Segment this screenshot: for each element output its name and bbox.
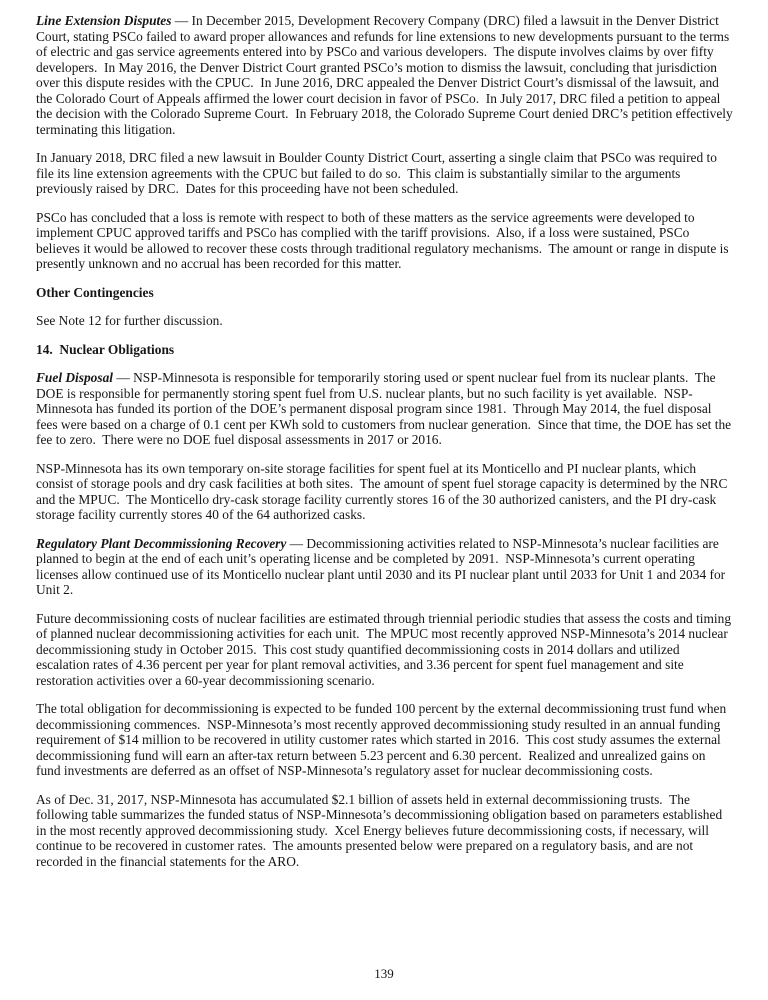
para-text-line-extension-disputes: — In December 2015, Development Recovery Company (DRC) filed a lawsuit in the Denver District Court, stating PSCo failed to award proper allowances and refunds for line extensions to new developments pursuant to the terms of electric and gas service agreements entered into by PSCo and various developers. The dispute involves claims by over fifty developers. In May 2016, the Denver District Court granted PSCo’s motion to dismiss the lawsuit, concluding that jurisdiction over this dispute resides with the CPUC. In June 2016, DRC appealed the Denver District Court’s dismissal of the lawsuit, and the Colorado Court of Appeals affirmed the lower court decision in favor of PSCo. In July 2017, DRC filed a petition to appeal the decision with the Colorado Supreme Court. In February 2018, the Colorado Supreme Court denied DRC’s petition effectively terminating this litigation. [36, 13, 737, 137]
heading-other-contingencies: Other Contingencies [36, 284, 154, 300]
para-text-regulatory-plant-decommissioning-recovery: — Decommissioning activities related to NSP-Minnesota’s nuclear facilities are planned to begin at the end of each unit’s operating license and be completed by 2091. NSP-Minnesota’s current operating licenses allow continued use of its Monticello nuclear plant until 2030 and its PI nuclear plant until 2033 for Unit 1 and 2034 for Unit 2. [36, 535, 729, 597]
para-fuel-disposal [36, 370, 733, 448]
para-line-extension-disputes [36, 13, 737, 137]
para-accumulated-trust-assets: As of Dec. 31, 2017, NSP-Minnesota has accumulated $2.1 billion of assets held in external decommissioning trusts. The following table summarizes the funded status of NSP-Minnesota’s decommissioning obligation based on parameters established in the most recently approved decommissioning study. Xcel Energy believes future decommissioning costs, if necessary, will continue to be recovered in customer rates. The amounts presented below were prepared on a regulatory basis, and are not recorded in the financial statements for the ARO. [36, 791, 726, 869]
para-onsite-storage: NSP-Minnesota has its own temporary on-site storage facilities for spent fuel at its Monticello and PI nuclear plants, which consist of storage pools and dry cask facilities at both sites. The amount of spent fuel storage capacity is determined by the NRC and the MPUC. The Monticello dry-cask storage facility currently stores 16 of the 30 authorized canisters, and the PI dry-cask storage facility currently stores 40 of the 64 authorized casks. [36, 460, 731, 522]
para-lead-line-extension-disputes: Line Extension Disputes [36, 13, 172, 28]
page-content [36, 13, 737, 882]
para-psco-loss-remote: PSCo has concluded that a loss is remote with respect to both of these matters as the service agreements were developed to implement CPUC approved tariffs and PSCo has complied with the tariff provisions. Also, if a loss were sustained, PSCo believes it would be allowed to recover these costs through traditional regulatory mechanisms. The amount or range in dispute is presently unknown and no accrual has been recorded for this matter. [36, 209, 732, 271]
para-text-fuel-disposal: — NSP-Minnesota is responsible for temporarily storing used or spent nuclear fuel from its nuclear plants. The DOE is responsible for permanently storing spent fuel from U.S. nuclear plants, but no such facility is yet available. NSP-Minnesota has funded its portion of the DOE’s permanent disposal program since 1981. Through May 2014, the fuel disposal fees were based on a charge of 0.1 cent per KWh sold to customers from nuclear generation. Since that time, the DOE has set the fee to zero. There were no DOE fuel disposal assessments in 2017 or 2016. [36, 370, 735, 447]
para-regulatory-plant-decommissioning-recovery [36, 536, 733, 598]
para-lead-fuel-disposal: Fuel Disposal [36, 370, 114, 385]
para-total-obligation-funding: The total obligation for decommissioning is expected to be funded 100 percent by the external decommissioning trust fund when decommissioning commences. NSP-Minnesota’s most recently approved decommissioning study resulted in an annual funding requirement of $14 million to be recovered in utility customer rates which started in 2016. This cost study assumes the external decommissioning fund will earn an after-tax return between 5.23 percent and 6.30 percent. Realized and unrealized gains on fund investments are deferred as an offset of NSP-Minnesota’s regulatory asset for nuclear decommissioning costs. [36, 701, 730, 778]
heading-nuclear-obligations: 14. Nuclear Obligations [36, 341, 175, 357]
page-number: 139 [374, 966, 394, 981]
para-future-decommissioning-costs: Future decommissioning costs of nuclear facilities are estimated through triennial periodic studies that assess the costs and timing of planned nuclear decommissioning activities for each unit. The MPUC most recently approved NSP-Minnesota’s 2014 nuclear decommissioning study in October 2015. This cost study quantified decommissioning costs in 2014 dollars and utilized escalation rates of 4.36 percent per year for plant removal activities, and 3.36 percent for spent fuel management and site restoration activities over a 60-year decommissioning scenario. [36, 610, 735, 688]
para-see-note-12: See Note 12 for further discussion. [36, 313, 223, 328]
para-drc-boulder-lawsuit: In January 2018, DRC filed a new lawsuit in Boulder County District Court, asserting a single claim that PSCo was required to file its line extension agreements with the CPUC but failed to do so. This claim is substantially similar to the arguments previously raised by DRC. Dates for this proceeding have not been scheduled. [36, 150, 721, 196]
para-lead-regulatory-plant-decommissioning-recovery: Regulatory Plant Decommissioning Recovery [36, 535, 287, 551]
